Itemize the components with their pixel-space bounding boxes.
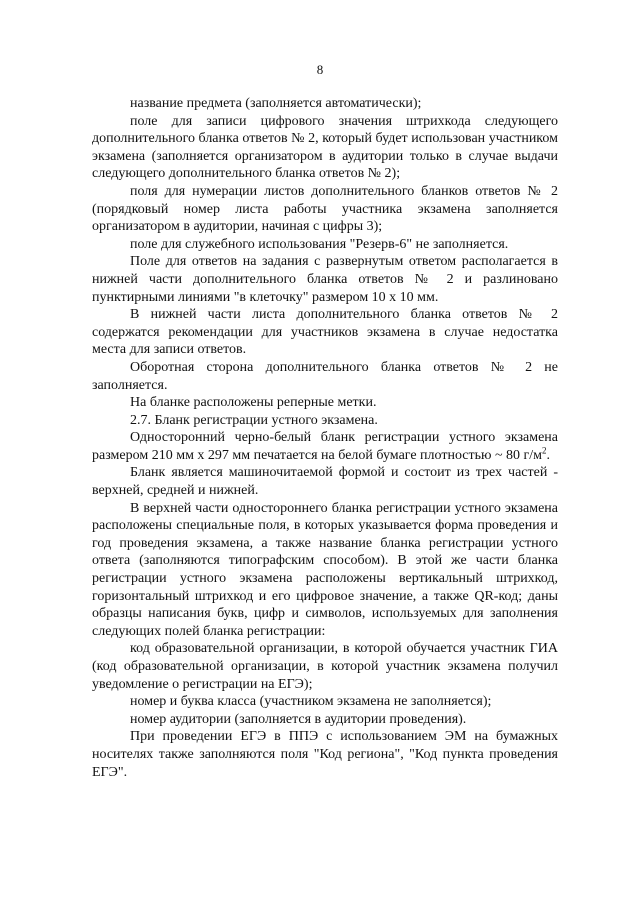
paragraph: поле для записи цифрового значения штрихкода следующего дополнительного бланка ответов № 2, который будет использован участником экзамена (заполняется организатором в аудитории только в случае выдачи следующего дополнительного бланка ответов № 2); xyxy=(92,113,558,182)
paragraph: поле для служебного использования "Резерв-6" не заполняется. xyxy=(130,236,509,252)
paragraph: номер и буква класса (участником экзамена не заполняется); xyxy=(130,694,492,710)
paragraph: На бланке расположены реперные метки. xyxy=(130,395,377,411)
paragraph: Оборотная сторона дополнительного бланка ответов № 2 не заполняется. xyxy=(92,359,558,393)
superscript-2: 2 xyxy=(542,445,547,456)
paragraph: поля для нумерации листов дополнительного бланков ответов № 2 (порядковый номер листа работы участника экзамена заполняется организатором в аудитории, начиная с цифры 3); xyxy=(92,183,558,235)
paragraph-density-text: Односторонний черно-белый бланк регистрации устного экзамена размером 210 мм x 297 мм печатается на белой бумаге плотностью ~ 80 г/м xyxy=(92,430,558,463)
paragraph: Бланк является машиночитаемой формой и состоит из трех частей - верхней, средней и нижней. xyxy=(92,465,558,499)
paragraph: В верхней части одностороннего бланка регистрации устного экзамена расположены специальные поля, в которых указывается форма проведения и год проведения экзамена, а также название бланка регистрации устного ответа (заполняются типографским способом). В этой же части бланка регистрации устного экзамена расположены вертикальный штрихкод, горизонтальный штрихкод и его цифровое значение, а также QR-код; даны образцы написания букв, цифр и символов, используемых для заполнения следующих полей бланка регистрации: xyxy=(92,500,558,639)
paragraph-density xyxy=(92,429,558,464)
paragraph: При проведении ЕГЭ в ППЭ с использованием ЭМ на бумажных носителях также заполняются поля "Код региона", "Код пункта проведения ЕГЭ". xyxy=(92,729,558,780)
paragraph: номер аудитории (заполняется в аудитории проведения). xyxy=(130,711,467,727)
section-heading: 2.7. Бланк регистрации устного экзамена. xyxy=(130,412,378,428)
page-number: 8 xyxy=(316,62,324,77)
paragraph: Поле для ответов на задания с развернутым ответом располагается в нижней части дополнительного бланка ответов № 2 и разлиновано пунктирными линиями "в клеточку" размером 10 x 10 мм. xyxy=(92,254,558,305)
document-body xyxy=(92,95,558,781)
paragraph-density-end: . xyxy=(546,447,551,463)
paragraph: код образовательной организации, в которой обучается участник ГИА (код образовательной организации, в которой участник экзамена получил уведомление о регистрации на ЕГЭ); xyxy=(92,641,558,692)
paragraph: В нижней части листа дополнительного бланка ответов № 2 содержатся рекомендации для участников экзамена в случае недостатка места для записи ответов. xyxy=(92,307,558,358)
paragraph: название предмета (заполняется автоматически); xyxy=(130,96,422,111)
